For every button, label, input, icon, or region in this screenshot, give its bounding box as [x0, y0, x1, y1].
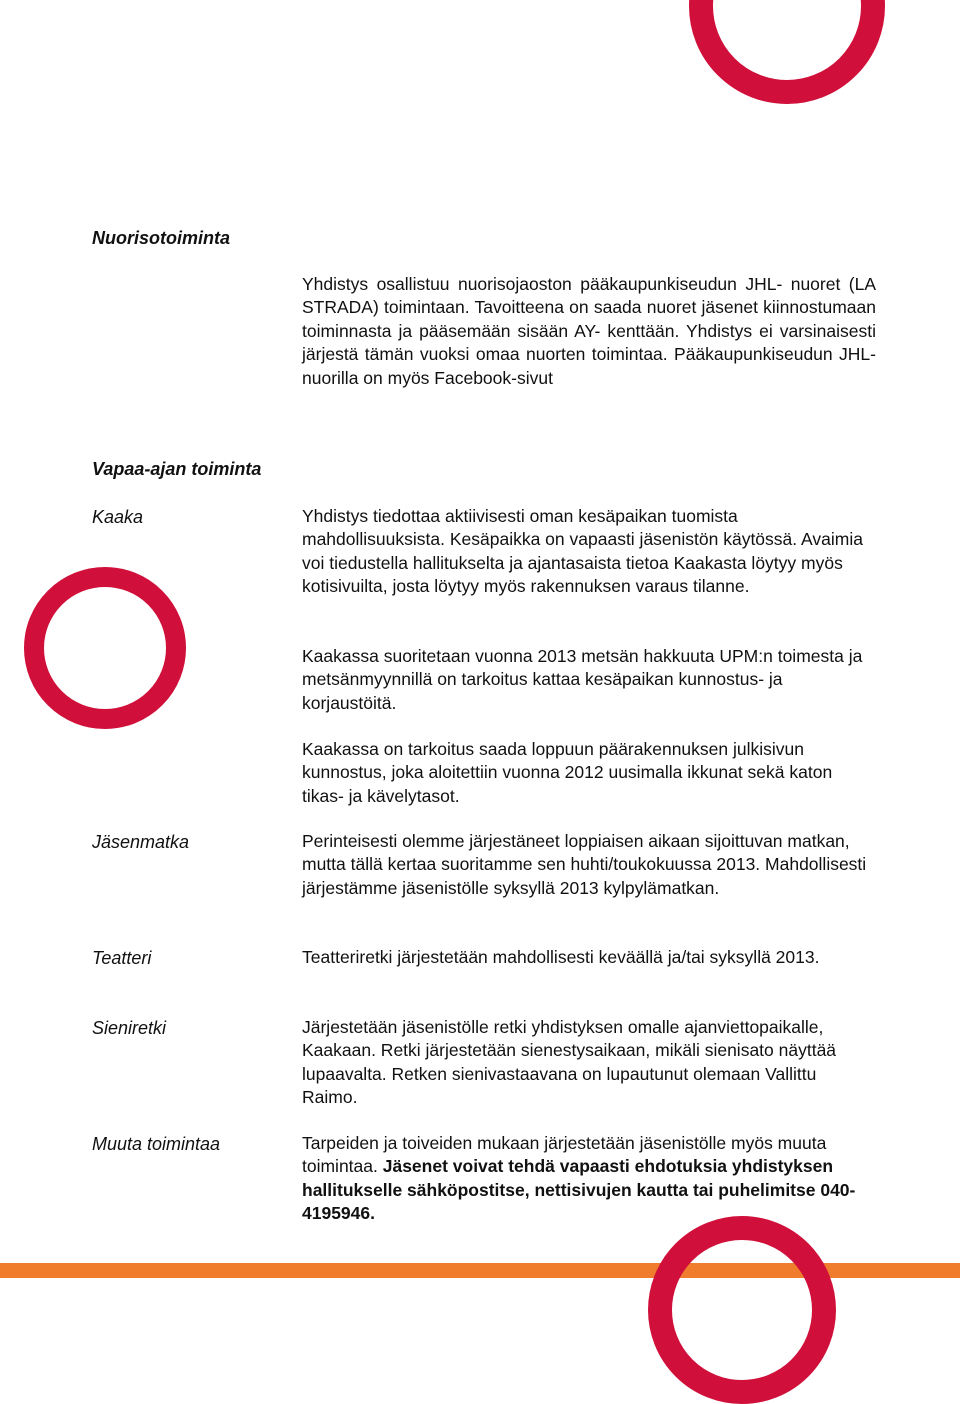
- label-jasenmatka: Jäsenmatka: [92, 832, 190, 852]
- label-muuta-toimintaa: Muuta toimintaa: [92, 1134, 221, 1154]
- label-kaaka: Kaaka: [92, 507, 144, 527]
- decorative-ring-left: [24, 567, 186, 729]
- kaaka-paragraph-2: Kaakassa suoritetaan vuonna 2013 metsän hakkuuta UPM:n toimesta ja metsänmyynnillä on tarkoitus kattaa kesäpaikan kunnostus- ja korjaustöitä.: [302, 646, 863, 713]
- other-bold-text: Jäsenet voivat tehdä vapaasti ehdotuksia yhdistyksen hallitukselle sähköpostitse, nettisivujen kautta tai puhelimitse 040-4195946.: [302, 1156, 856, 1224]
- decorative-ring-bottom: [648, 1216, 836, 1404]
- youth-paragraph: Yhdistys osallistuu nuorisojaoston pääkaupunkiseudun JHL- nuoret (LA STRADA) toimintaan. Tavoitteena on saada nuoret jäsenet kiinnostumaan toiminnasta ja pääsemään sisään AY- kenttään. Yhdistys ei varsinaisesti järjestä tämän vuoksi omaa nuorten toimintaa. Pääkaupunkiseudun JHL-nuorilla on myös Facebook-sivut: [302, 274, 876, 388]
- mushroom-paragraph: Järjestetään jäsenistölle retki yhdistyksen omalle ajanviettopaikalle, Kaakaan. Retki järjestetään sienestysaikaan, mikäli sienisato näyttää lupaavalta. Retken sienivastaavana on lupautunut olemaan Vallittu Raimo.: [302, 1017, 837, 1108]
- other-text: Tarpeiden ja toiveiden mukaan järjestetään jäsenistölle myös muuta toimintaa.: [302, 1133, 827, 1177]
- other-paragraph: [302, 1132, 876, 1226]
- kaaka-paragraph-1: Yhdistys tiedottaa aktiivisesti oman kesäpaikan tuomista mahdollisuuksista. Kesäpaikka on vapaasti jäsenistön käytössä. Avaimia voi tiedustella hallitukselta ja ajantasaista tietoa Kaakasta löytyy myös kotisivuilta, josta löytyy myös rakennuksen varaus tilanne.: [302, 506, 863, 597]
- trip-paragraph: Perinteisesti olemme järjestäneet loppiaisen aikaan sijoittuvan matkan, mutta tällä kertaa suoritamme sen huhti/toukokuussa 2013. Mahdollisesti järjestämme jäsenistölle syksyllä 2013 kylpylämatkan.: [302, 831, 867, 898]
- label-sieniretki: Sieniretki: [92, 1018, 167, 1038]
- decorative-ring-top: [689, 0, 885, 104]
- theatre-paragraph: Teatteriretki järjestetään mahdollisesti keväällä ja/tai syksyllä 2013.: [302, 947, 820, 967]
- kaaka-paragraph-3: Kaakassa on tarkoitus saada loppuun päärakennuksen julkisivun kunnostus, joka aloitettiin vuonna 2012 uusimalla ikkunat sekä katon tikas- ja kävelytasot.: [302, 739, 833, 806]
- label-teatteri: Teatteri: [92, 948, 152, 968]
- section-heading-youth: Nuorisotoiminta: [92, 228, 230, 248]
- section-heading-leisure: Vapaa-ajan toiminta: [92, 459, 262, 479]
